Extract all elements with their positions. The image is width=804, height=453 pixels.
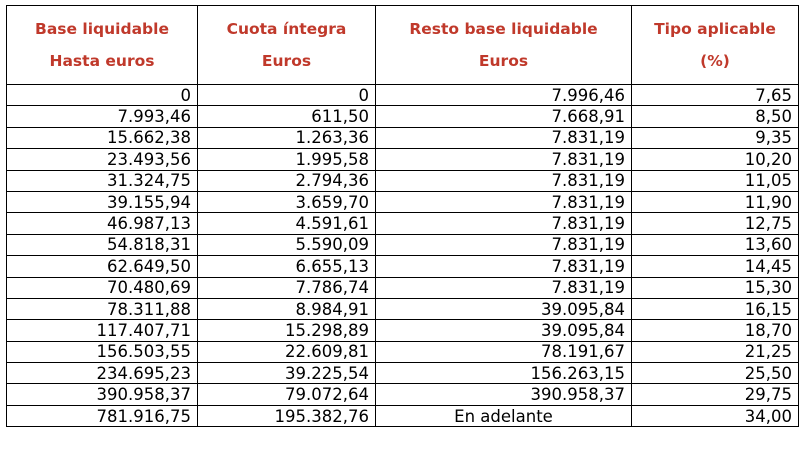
table-header-row bbox=[7, 6, 799, 85]
table-row bbox=[7, 234, 799, 255]
base-liquidable-cell: 23.493,56 bbox=[7, 149, 198, 170]
header-tipo-aplicable-line2: (%) bbox=[700, 52, 730, 70]
base-liquidable-cell: 62.649,50 bbox=[7, 256, 198, 277]
tipo-aplicable-cell: 25,50 bbox=[632, 363, 799, 384]
table-row bbox=[7, 170, 799, 191]
header-cuota-integra-line2: Euros bbox=[261, 52, 312, 70]
base-liquidable-cell: 31.324,75 bbox=[7, 170, 198, 191]
header-cuota-integra-line1: Cuota íntegra bbox=[226, 20, 347, 38]
tipo-aplicable-cell: 29,75 bbox=[632, 384, 799, 405]
base-liquidable-cell: 39.155,94 bbox=[7, 191, 198, 212]
tax-bracket-table bbox=[6, 5, 799, 427]
resto-base-cell: 7.668,91 bbox=[376, 106, 632, 127]
cuota-integra-cell: 79.072,64 bbox=[198, 384, 376, 405]
base-liquidable-cell: 46.987,13 bbox=[7, 213, 198, 234]
header-base-liquidable-line1: Base liquidable bbox=[35, 20, 169, 38]
tipo-aplicable-cell: 14,45 bbox=[632, 256, 799, 277]
resto-base-cell: 7.831,19 bbox=[376, 170, 632, 191]
header-base-liquidable-line2: Hasta euros bbox=[49, 52, 155, 70]
tipo-aplicable-cell: 34,00 bbox=[632, 405, 799, 426]
resto-base-cell: 39.095,84 bbox=[376, 298, 632, 319]
base-liquidable-cell: 0 bbox=[7, 85, 198, 106]
tax-table-container bbox=[6, 5, 798, 427]
table-row bbox=[7, 384, 799, 405]
cuota-integra-cell: 611,50 bbox=[198, 106, 376, 127]
cuota-integra-cell: 1.263,36 bbox=[198, 127, 376, 148]
resto-base-cell: 7.831,19 bbox=[376, 256, 632, 277]
header-cuota-integra bbox=[198, 6, 376, 85]
base-liquidable-cell: 70.480,69 bbox=[7, 277, 198, 298]
header-resto-base-line2: Euros bbox=[478, 52, 529, 70]
resto-base-cell: 7.831,19 bbox=[376, 277, 632, 298]
cuota-integra-cell: 5.590,09 bbox=[198, 234, 376, 255]
resto-base-cell: 390.958,37 bbox=[376, 384, 632, 405]
cuota-integra-cell: 22.609,81 bbox=[198, 341, 376, 362]
table-row bbox=[7, 405, 799, 426]
base-liquidable-cell: 54.818,31 bbox=[7, 234, 198, 255]
header-resto-base-line1: Resto base liquidable bbox=[409, 20, 598, 38]
base-liquidable-cell: 156.503,55 bbox=[7, 341, 198, 362]
table-row bbox=[7, 298, 799, 319]
tipo-aplicable-cell: 21,25 bbox=[632, 341, 799, 362]
table-row bbox=[7, 213, 799, 234]
tipo-aplicable-cell: 18,70 bbox=[632, 320, 799, 341]
tipo-aplicable-cell: 7,65 bbox=[632, 85, 799, 106]
table-row bbox=[7, 277, 799, 298]
resto-base-cell: 7.831,19 bbox=[376, 191, 632, 212]
table-row bbox=[7, 341, 799, 362]
cuota-integra-cell: 1.995,58 bbox=[198, 149, 376, 170]
tipo-aplicable-cell: 16,15 bbox=[632, 298, 799, 319]
tipo-aplicable-cell: 9,35 bbox=[632, 127, 799, 148]
cuota-integra-cell: 7.786,74 bbox=[198, 277, 376, 298]
tipo-aplicable-cell: 15,30 bbox=[632, 277, 799, 298]
resto-base-cell: 7.831,19 bbox=[376, 213, 632, 234]
base-liquidable-cell: 781.916,75 bbox=[7, 405, 198, 426]
resto-base-cell: 7.831,19 bbox=[376, 127, 632, 148]
cuota-integra-cell: 39.225,54 bbox=[198, 363, 376, 384]
table-row bbox=[7, 320, 799, 341]
header-base-liquidable bbox=[7, 6, 198, 85]
resto-base-cell: 39.095,84 bbox=[376, 320, 632, 341]
resto-base-cell: 156.263,15 bbox=[376, 363, 632, 384]
cuota-integra-cell: 15.298,89 bbox=[198, 320, 376, 341]
cuota-integra-cell: 0 bbox=[198, 85, 376, 106]
table-row bbox=[7, 127, 799, 148]
header-resto-base bbox=[376, 6, 632, 85]
tipo-aplicable-cell: 10,20 bbox=[632, 149, 799, 170]
base-liquidable-cell: 7.993,46 bbox=[7, 106, 198, 127]
resto-base-cell: 78.191,67 bbox=[376, 341, 632, 362]
cuota-integra-cell: 4.591,61 bbox=[198, 213, 376, 234]
base-liquidable-cell: 15.662,38 bbox=[7, 127, 198, 148]
table-row bbox=[7, 363, 799, 384]
base-liquidable-cell: 117.407,71 bbox=[7, 320, 198, 341]
tipo-aplicable-cell: 11,90 bbox=[632, 191, 799, 212]
tipo-aplicable-cell: 13,60 bbox=[632, 234, 799, 255]
table-row bbox=[7, 149, 799, 170]
resto-base-cell: 7.831,19 bbox=[376, 234, 632, 255]
tipo-aplicable-cell: 12,75 bbox=[632, 213, 799, 234]
table-row bbox=[7, 106, 799, 127]
header-tipo-aplicable-line1: Tipo aplicable bbox=[654, 20, 776, 38]
table-row bbox=[7, 256, 799, 277]
cuota-integra-cell: 195.382,76 bbox=[198, 405, 376, 426]
tipo-aplicable-cell: 11,05 bbox=[632, 170, 799, 191]
table-row bbox=[7, 85, 799, 106]
cuota-integra-cell: 8.984,91 bbox=[198, 298, 376, 319]
base-liquidable-cell: 390.958,37 bbox=[7, 384, 198, 405]
base-liquidable-cell: 234.695,23 bbox=[7, 363, 198, 384]
table-row bbox=[7, 191, 799, 212]
resto-base-cell: En adelante bbox=[376, 405, 632, 426]
table-body bbox=[7, 85, 799, 427]
base-liquidable-cell: 78.311,88 bbox=[7, 298, 198, 319]
resto-base-cell: 7.831,19 bbox=[376, 149, 632, 170]
tipo-aplicable-cell: 8,50 bbox=[632, 106, 799, 127]
header-tipo-aplicable bbox=[632, 6, 799, 85]
cuota-integra-cell: 3.659,70 bbox=[198, 191, 376, 212]
cuota-integra-cell: 2.794,36 bbox=[198, 170, 376, 191]
cuota-integra-cell: 6.655,13 bbox=[198, 256, 376, 277]
resto-base-cell: 7.996,46 bbox=[376, 85, 632, 106]
